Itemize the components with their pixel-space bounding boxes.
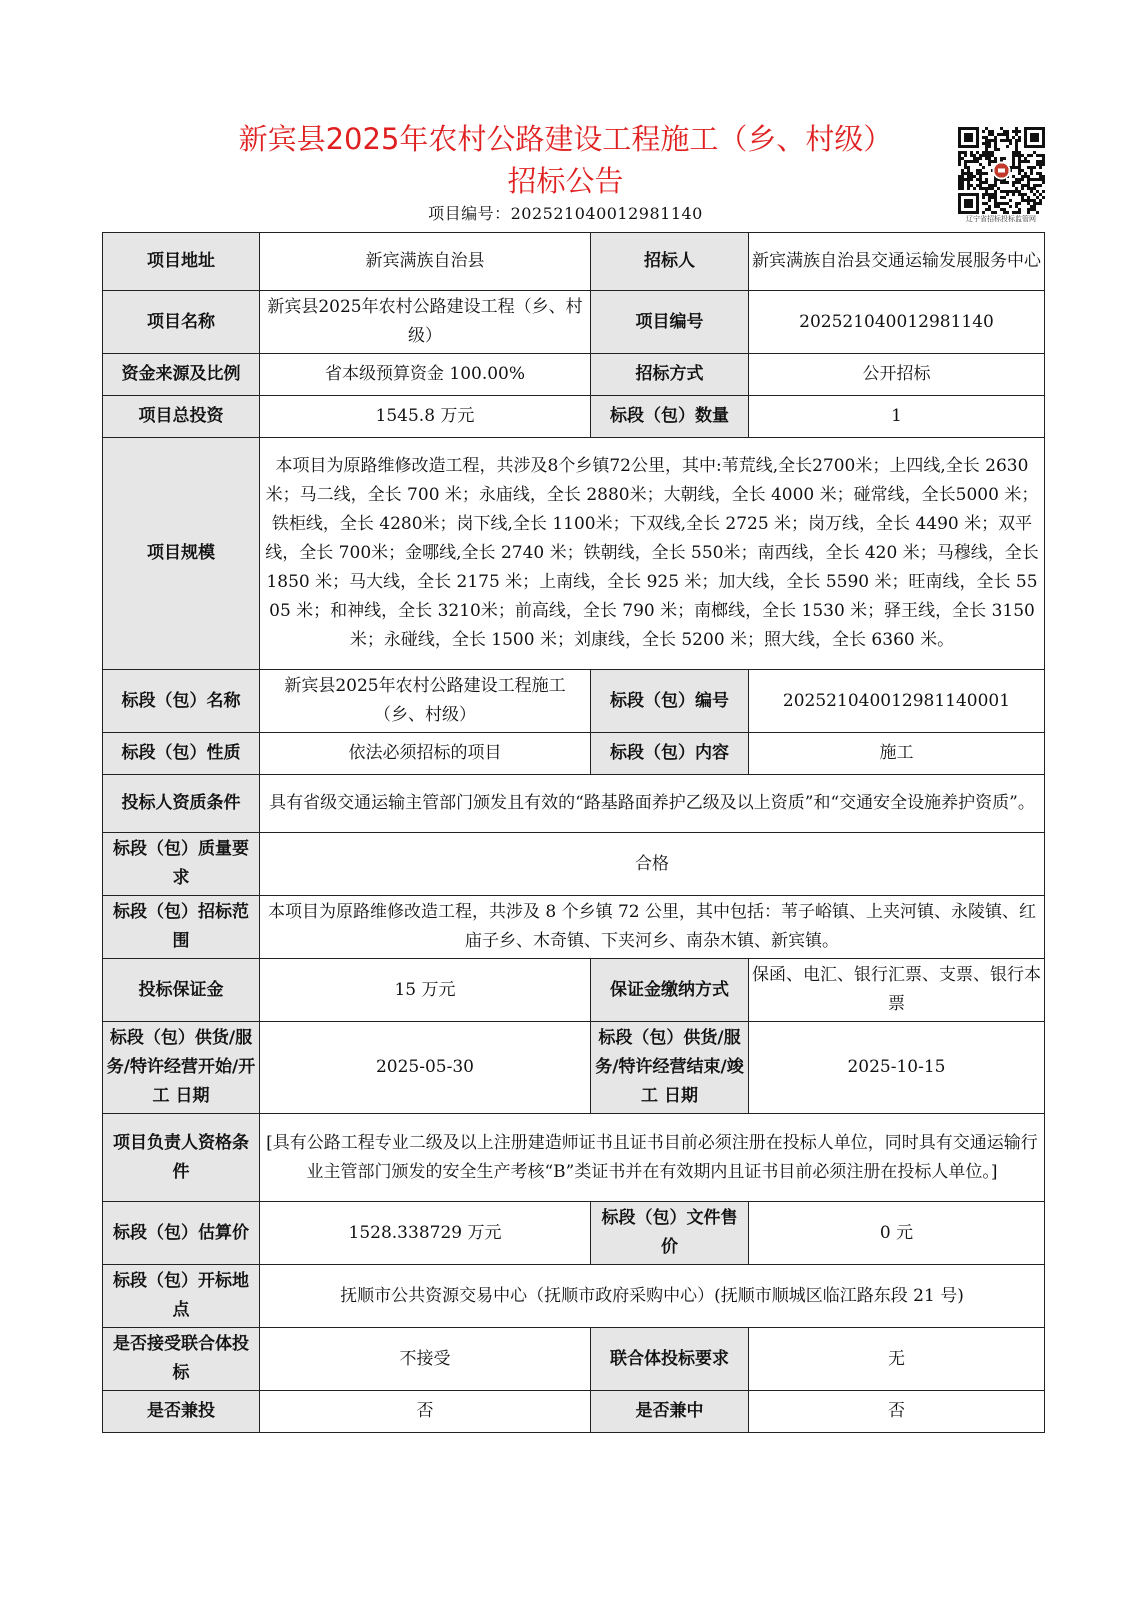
consortium-label: 是否接受联合体投标 xyxy=(103,1328,260,1391)
tenderer-value: 新宾满族自治县交通运输发展服务中心 xyxy=(749,233,1045,291)
address-value: 新宾满族自治县 xyxy=(260,233,591,291)
bid-deposit-label: 投标保证金 xyxy=(103,959,260,1022)
tenderer-label: 招标人 xyxy=(591,233,749,291)
project-name-label: 项目名称 xyxy=(103,291,260,354)
project-code-value: 202521040012981140 xyxy=(749,291,1045,354)
lot-name-label: 标段（包）名称 xyxy=(103,670,260,733)
lot-nature-label: 标段（包）性质 xyxy=(103,733,260,775)
fund-source-value: 省本级预算资金 100.00% xyxy=(260,354,591,396)
lot-code-value: 202521040012981140001 xyxy=(749,670,1045,733)
address-label: 项目地址 xyxy=(103,233,260,291)
project-scale-value: 本项目为原路维修改造工程，共涉及8个乡镇72公里，其中:苇荒线,全长2700米；上四线,全长 2630米；马二线，全长 700 米；永庙线，全长 2880米；大朝线，全长 4000 米；碰常线，全长5000 米；铁柜线，全长 4280米；岗下线,全长 1100米；下双线,全长 2725 米；岗万线，全长 4490 米；双平线，全长 700米；金哪线,全长 2740 米；铁朝线，全长 550米；南西线，全长 420 米；马穆线，全长 1850 米；马大线，全长 2175 米；上南线，全长 925 米；加大线，全长 5590 米；旺南线，全长 5505 米；和神线，全长 3210米；前高线，全长 790 米；南榔线，全长 1530 米；驿王线，全长 3150 米；永碰线，全长 1500 米；刘康线，全长 5200 米；照大线，全长 6360 米。 xyxy=(260,438,1045,670)
qr-caption: 辽宁省招标投标监管网 xyxy=(966,215,1036,223)
project-name-value: 新宾县2025年农村公路建设工程（乡、村级） xyxy=(260,291,591,354)
bid-deposit-value: 15 万元 xyxy=(260,959,591,1022)
consortium-value: 不接受 xyxy=(260,1328,591,1391)
quality-requirement-label: 标段（包）质量要求 xyxy=(103,833,260,896)
lot-code-label: 标段（包）编号 xyxy=(591,670,749,733)
lot-nature-value: 依法必须招标的项目 xyxy=(260,733,591,775)
project-code-label: 项目编号 xyxy=(591,291,749,354)
document-price-value: 0 元 xyxy=(749,1202,1045,1265)
total-investment-value: 1545.8 万元 xyxy=(260,396,591,438)
concurrent-bid-value: 否 xyxy=(260,1391,591,1433)
fund-source-label: 资金来源及比例 xyxy=(103,354,260,396)
tender-info-table xyxy=(102,232,1045,1433)
notice-subtitle: 招标公告 xyxy=(507,164,624,198)
consortium-requirement-value: 无 xyxy=(749,1328,1045,1391)
opening-location-label: 标段（包）开标地点 xyxy=(103,1265,260,1328)
lot-count-label: 标段（包）数量 xyxy=(591,396,749,438)
concurrent-bid-label: 是否兼投 xyxy=(103,1391,260,1433)
manager-qualification-label: 项目负责人资格条件 xyxy=(103,1114,260,1202)
total-investment-label: 项目总投资 xyxy=(103,396,260,438)
document-price-label: 标段（包）文件售价 xyxy=(591,1202,749,1265)
estimated-price-value: 1528.338729 万元 xyxy=(260,1202,591,1265)
end-date-value: 2025-10-15 xyxy=(749,1022,1045,1114)
lot-count-value: 1 xyxy=(749,396,1045,438)
start-date-value: 2025-05-30 xyxy=(260,1022,591,1114)
bidder-qualification-label: 投标人资质条件 xyxy=(103,775,260,833)
concurrent-win-label: 是否兼中 xyxy=(591,1391,749,1433)
bidder-qualification-value: 具有省级交通运输主管部门颁发且有效的“路基路面养护乙级及以上资质”和“交通安全设施养护资质”。 xyxy=(260,775,1045,833)
notice-title: 新宾县2025年农村公路建设工程施工（乡、村级） xyxy=(238,122,893,156)
project-scale-label: 项目规模 xyxy=(103,438,260,670)
lot-name-value: 新宾县2025年农村公路建设工程施工（乡、村级） xyxy=(260,670,591,733)
quality-requirement-value: 合格 xyxy=(260,833,1045,896)
project-number-line: 项目编号：202521040012981140 xyxy=(428,204,703,223)
lot-content-label: 标段（包）内容 xyxy=(591,733,749,775)
deposit-method-label: 保证金缴纳方式 xyxy=(591,959,749,1022)
qr-code-icon xyxy=(958,127,1045,214)
lot-content-value: 施工 xyxy=(749,733,1045,775)
tender-method-label: 招标方式 xyxy=(591,354,749,396)
estimated-price-label: 标段（包）估算价 xyxy=(103,1202,260,1265)
consortium-requirement-label: 联合体投标要求 xyxy=(591,1328,749,1391)
manager-qualification-value: [具有公路工程专业二级及以上注册建造师证书且证书目前必须注册在投标人单位，同时具有交通运输行业主管部门颁发的安全生产考核“B”类证书并在有效期内且证书目前必须注册在投标人单位。] xyxy=(260,1114,1045,1202)
tender-range-value: 本项目为原路维修改造工程，共涉及 8 个乡镇 72 公里，其中包括：苇子峪镇、上夹河镇、永陵镇、红庙子乡、木奇镇、下夹河乡、南杂木镇、新宾镇。 xyxy=(260,896,1045,959)
tender-method-value: 公开招标 xyxy=(749,354,1045,396)
deposit-method-value: 保函、电汇、银行汇票、支票、银行本票 xyxy=(749,959,1045,1022)
start-date-label: 标段（包）供货/服务/特许经营开始/开工 日期 xyxy=(103,1022,260,1114)
tender-range-label: 标段（包）招标范围 xyxy=(103,896,260,959)
end-date-label: 标段（包）供货/服务/特许经营结束/竣工 日期 xyxy=(591,1022,749,1114)
opening-location-value: 抚顺市公共资源交易中心（抚顺市政府采购中心）(抚顺市顺城区临江路东段 21 号) xyxy=(260,1265,1045,1328)
concurrent-win-value: 否 xyxy=(749,1391,1045,1433)
